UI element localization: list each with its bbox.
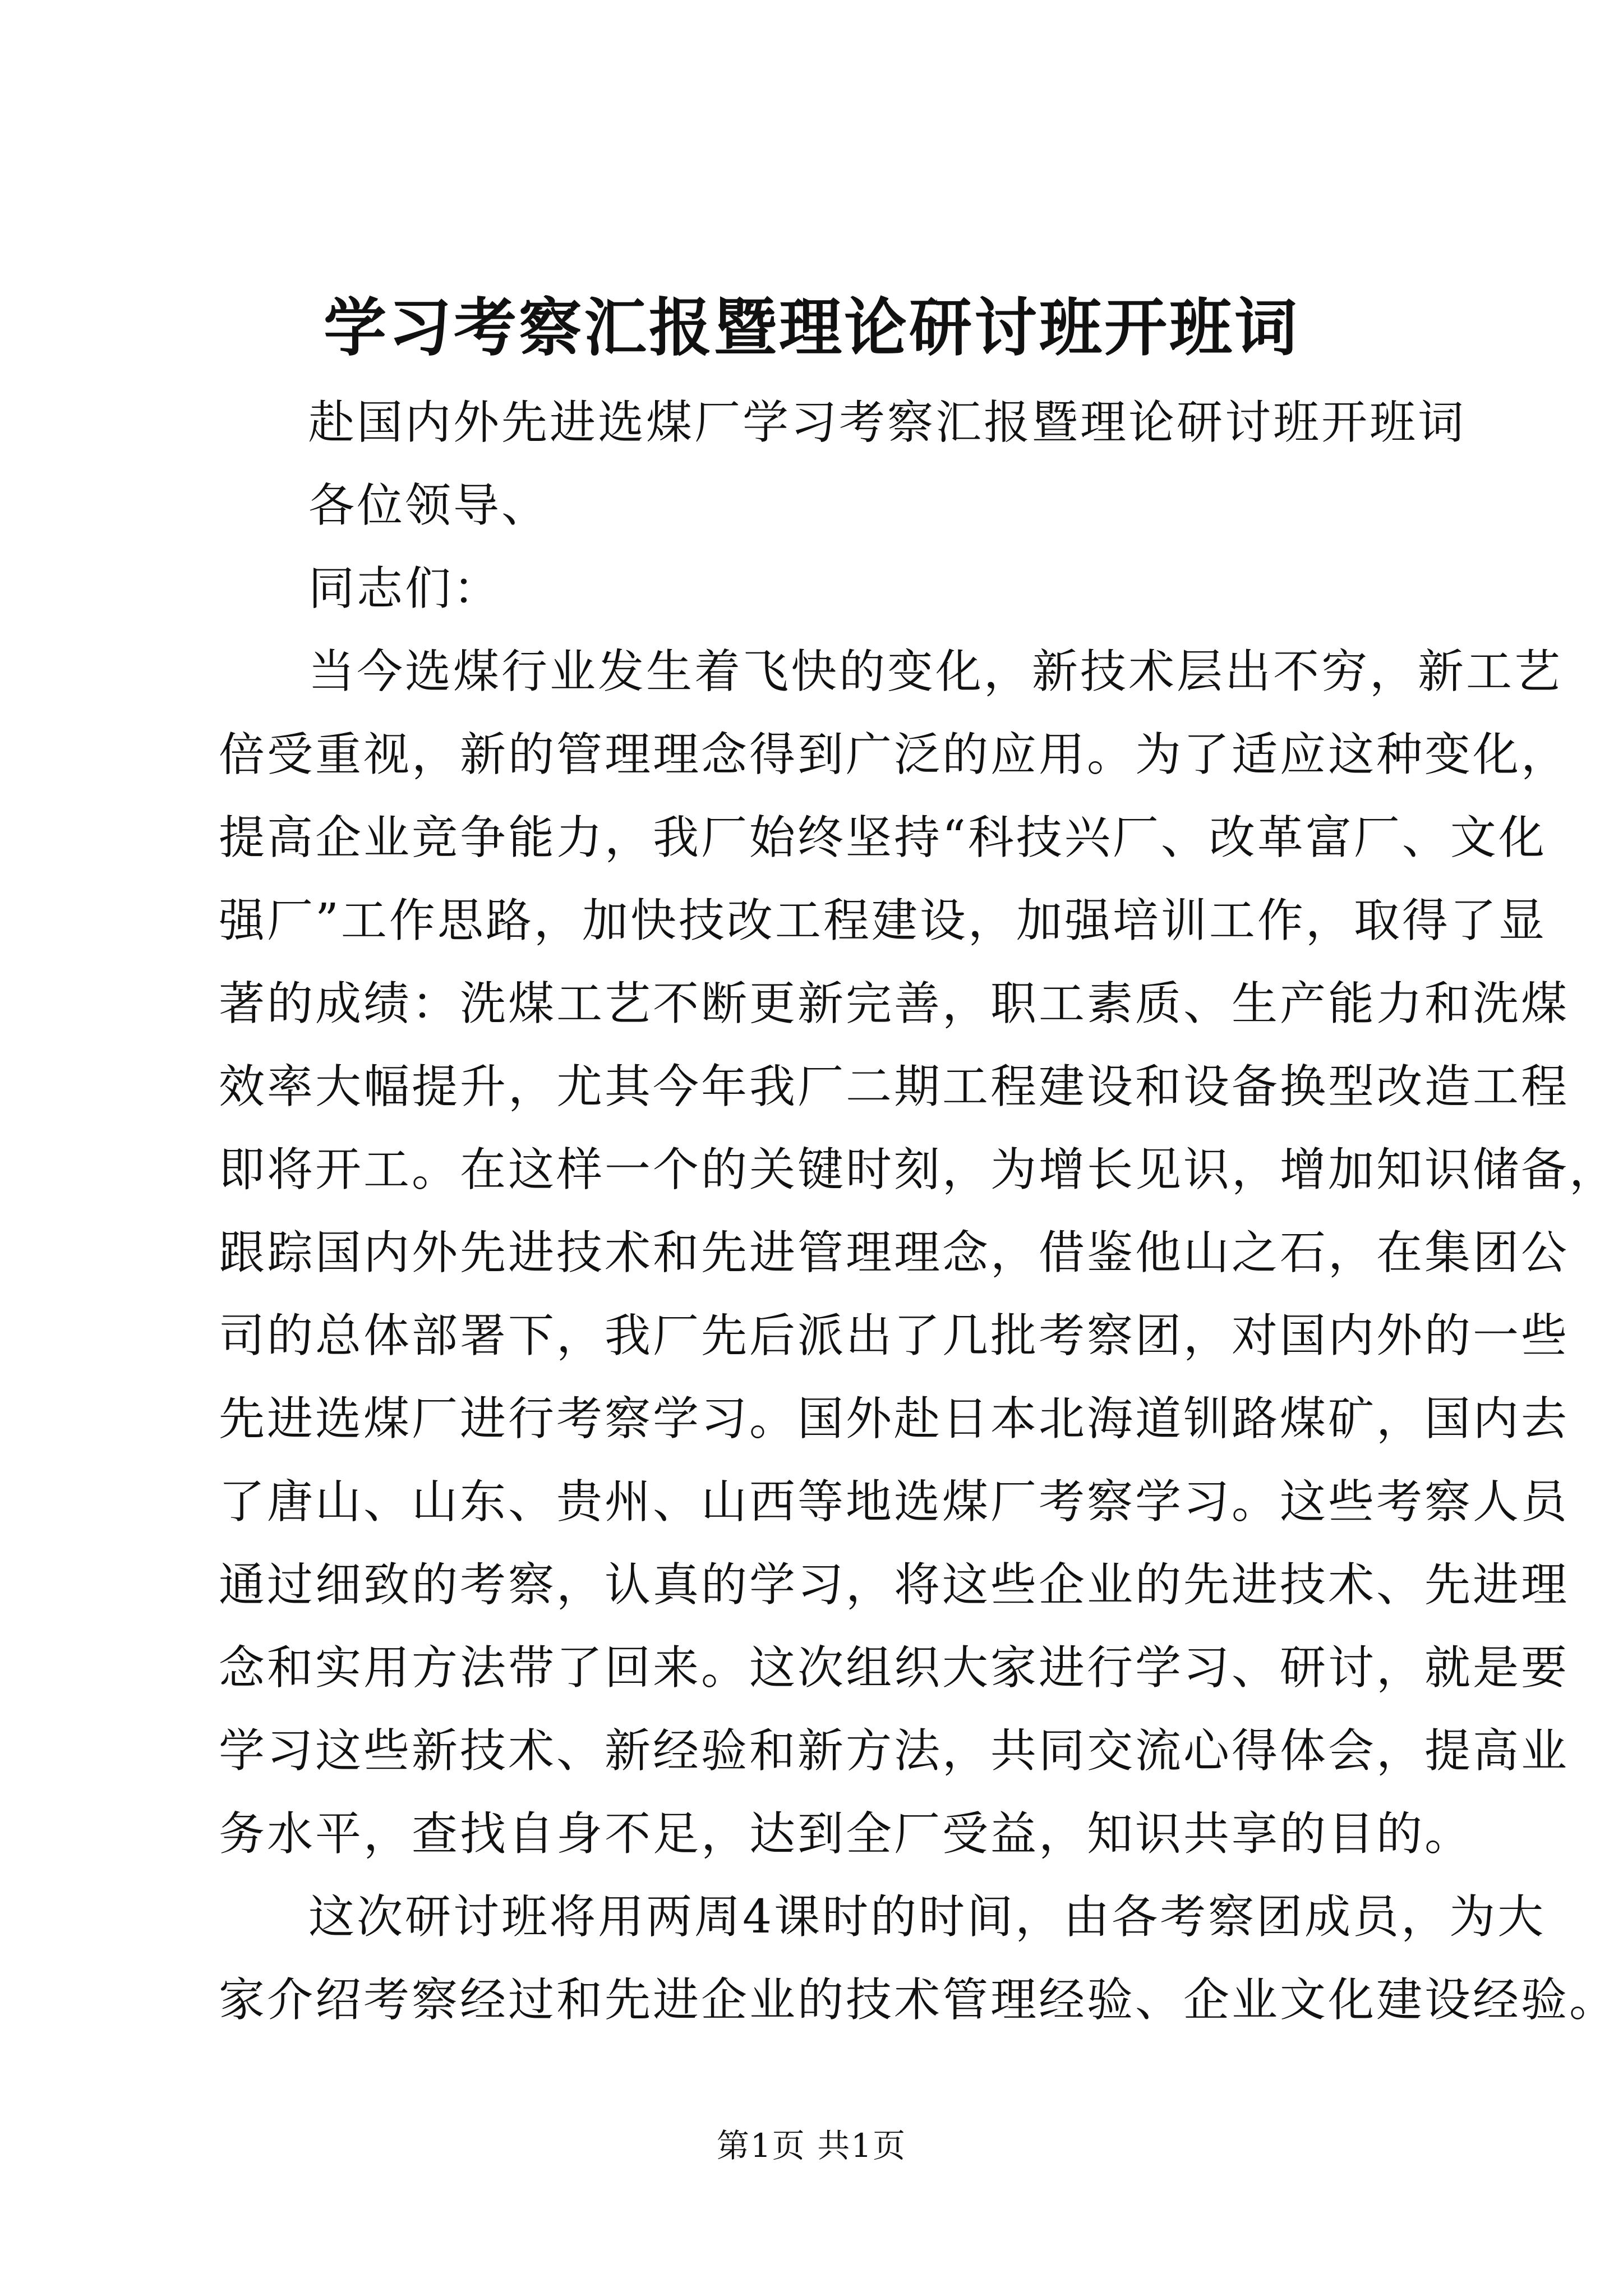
paragraph-line: 念和实用方法带了回来。这次组织大家进行学习、研讨，就是要 (219, 1641, 1570, 1695)
document-body (219, 381, 1618, 2042)
paragraph-line: 效率大幅提升，尤其今年我厂二期工程建设和设备换型改造工程 (219, 1060, 1570, 1114)
paragraph-line: 务水平，查找自身不足，达到全厂受益，知识共享的目的。 (219, 1807, 1473, 1861)
document-subtitle: 赴国内外先进选煤厂学习考察汇报暨理论研讨班开班词 (308, 396, 1467, 449)
salutation-comrades: 同志们： (308, 562, 502, 615)
paragraph-line: 跟踪国内外先进技术和先进管理理念，借鉴他山之石，在集团公 (219, 1226, 1570, 1280)
paragraph-line: 著的成绩：洗煤工艺不断更新完善，职工素质、生产能力和洗煤 (219, 977, 1570, 1030)
page-number-footer: 第1页 共1页 (716, 2127, 907, 2165)
paragraph-line: 这次研讨班将用两周4课时的时间，由各考察团成员，为大 (308, 1890, 1546, 1944)
paragraph-line: 强厂”工作思路，加快技改工程建设，加强培训工作，取得了显 (219, 894, 1547, 947)
paragraph-line: 了唐山、山东、贵州、山西等地选煤厂考察学习。这些考察人员 (219, 1475, 1570, 1529)
paragraph-line: 即将开工。在这样一个的关键时刻，为增长见识，增加知识储备， (219, 1143, 1618, 1197)
paragraph-line: 提高企业竞争能力，我厂始终坚持“科技兴厂、改革富厂、文化 (219, 811, 1547, 864)
salutation-leaders: 各位领导、 (308, 479, 550, 532)
paragraph-2 (219, 1876, 1618, 2042)
paragraph-line: 倍受重视，新的管理理念得到广泛的应用。为了适应这种变化， (219, 728, 1570, 781)
paragraph-line: 司的总体部署下，我厂先后派出了几批考察团，对国内外的一些 (219, 1309, 1570, 1363)
paragraph-line: 通过细致的考察，认真的学习，将这些企业的先进技术、先进理 (219, 1558, 1570, 1612)
paragraph-1 (219, 631, 1618, 1876)
paragraph-line: 当今选煤行业发生着飞快的变化，新技术层出不穷，新工艺 (308, 645, 1563, 698)
paragraph-line: 先进选煤厂进行考察学习。国外赴日本北海道钏路煤矿，国内去 (219, 1392, 1570, 1446)
paragraph-line: 家介绍考察经过和先进企业的技术管理经验、企业文化建设经验。 (219, 1973, 1618, 2027)
paragraph-line: 学习这些新技术、新经验和新方法，共同交流心得体会，提高业 (219, 1724, 1570, 1778)
document-title: 学习考察汇报暨理论研讨班开班词 (324, 292, 1299, 365)
